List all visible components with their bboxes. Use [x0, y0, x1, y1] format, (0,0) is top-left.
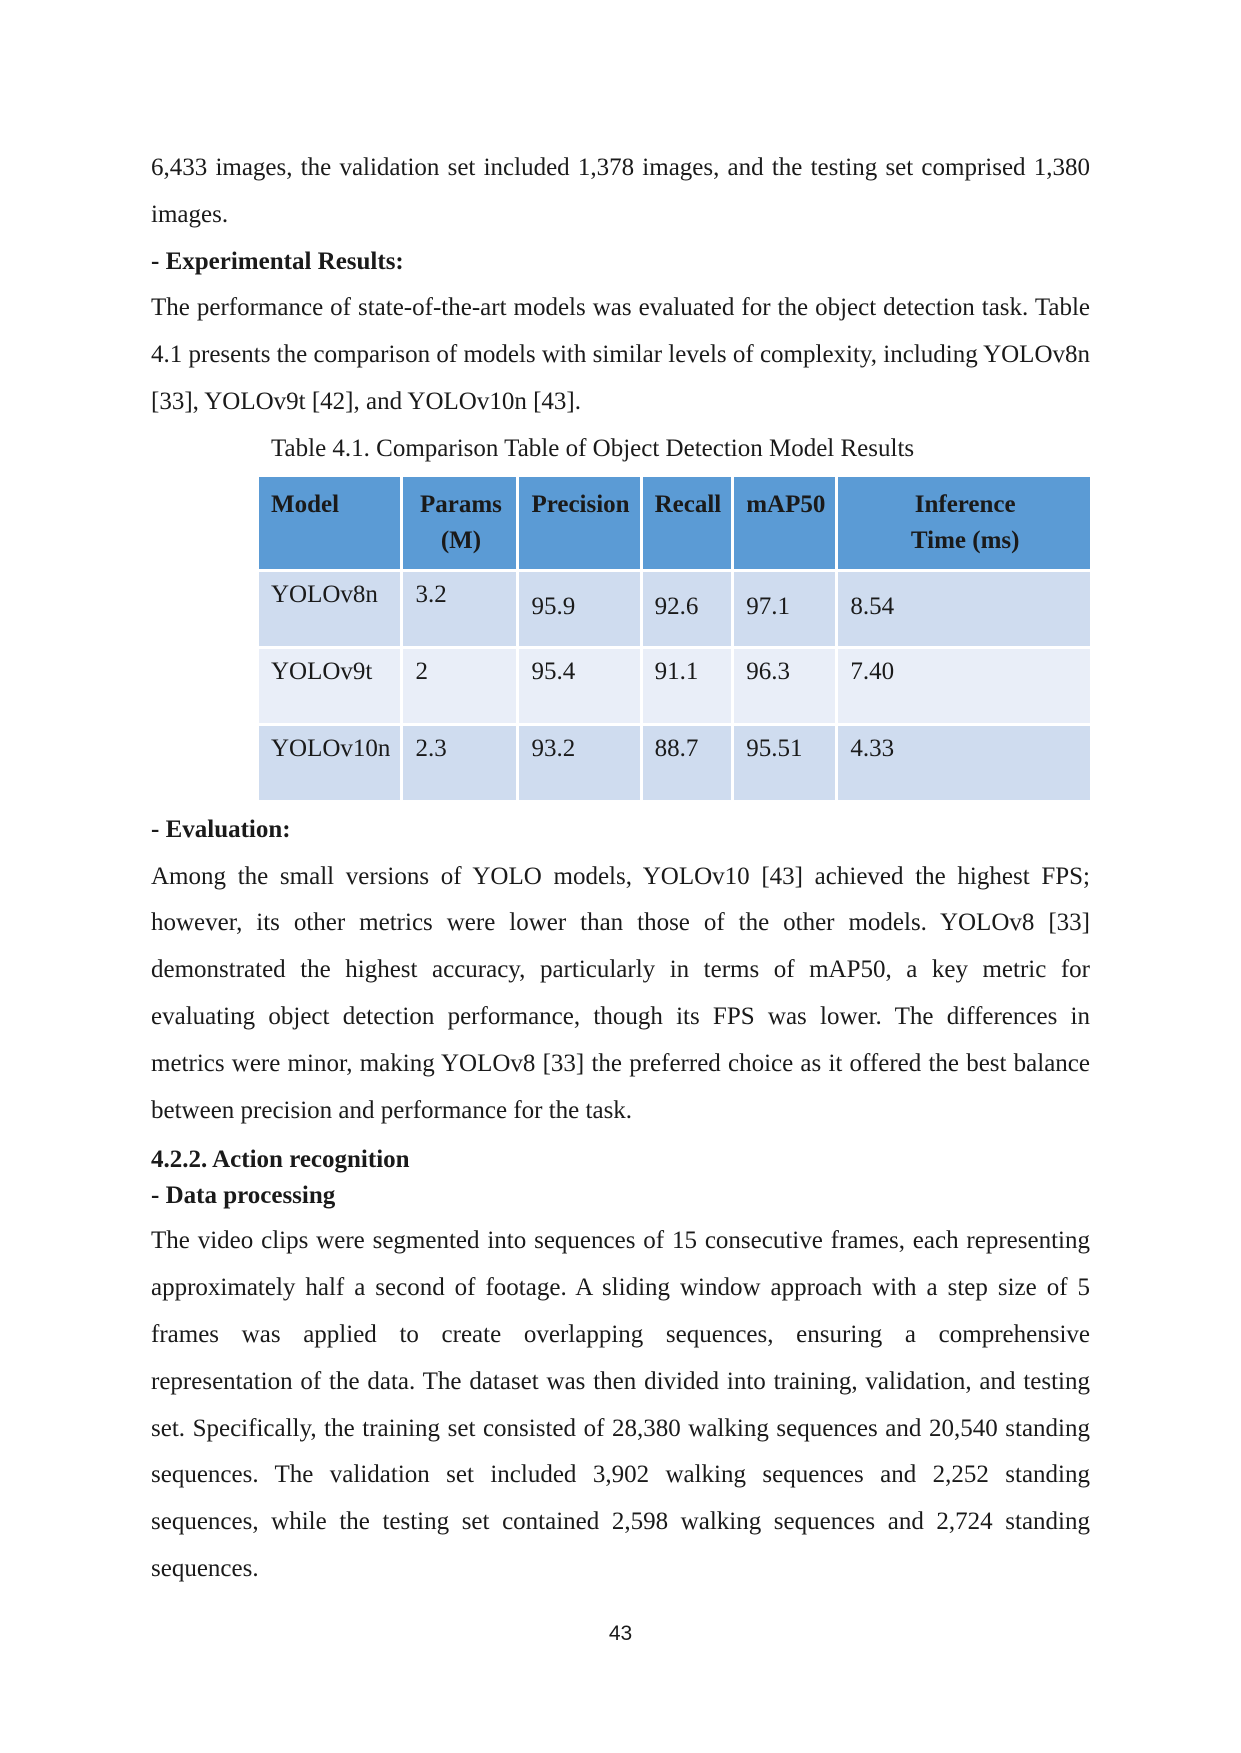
page-content	[151, 145, 1090, 1593]
table-row	[259, 726, 1090, 800]
cell-map50: 95.51	[734, 726, 835, 800]
cell-inference: 4.33	[838, 726, 1090, 800]
table-header-row	[259, 477, 1090, 569]
cell-model: YOLOv9t	[259, 649, 400, 723]
evaluation-paragraph: Among the small versions of YOLO models, YOLOv10 [43] achieved the highest FPS; however, its other metrics were lower than those of the other models. YOLOv8 [33] demonstrated the highest accuracy, particularly in terms of mAP50, a key metric for evaluating object detection performance, though its FPS was lower. The differences in metrics were minor, making YOLOv8 [33] the preferred choice as it offered the best balance between precision and performance for the task.	[151, 862, 1090, 1124]
cell-params: 2.3	[403, 726, 516, 800]
cell-model: YOLOv10n	[259, 726, 400, 800]
header-params: Params (M)	[403, 477, 516, 569]
cell-precision: 95.9	[519, 572, 639, 646]
cell-recall: 88.7	[643, 726, 732, 800]
cell-map50: 97.1	[734, 572, 835, 646]
header-recall: Recall	[643, 477, 732, 569]
cell-precision: 93.2	[519, 726, 639, 800]
section-heading: 4.2.2. Action recognition	[151, 1146, 410, 1174]
cell-map50: 96.3	[734, 649, 835, 723]
experimental-results-heading: - Experimental Results:	[151, 247, 404, 275]
cell-precision: 95.4	[519, 649, 639, 723]
cell-inference: 8.54	[838, 572, 1090, 646]
table-row	[259, 649, 1090, 723]
table-caption: Table 4.1. Comparison Table of Object Detection Model Results	[271, 434, 915, 462]
cell-recall: 91.1	[643, 649, 732, 723]
results-table	[256, 474, 1093, 803]
table-row	[259, 572, 1090, 646]
cell-inference: 7.40	[838, 649, 1090, 723]
data-processing-heading: - Data processing	[151, 1182, 336, 1210]
experimental-results-paragraph: The performance of state-of-the-art models was evaluated for the object detection task. Table 4.1 presents the comparison of models with similar levels of complexity, including YOLOv8n [33], YOLOv9t [42], and YOLOv10n [43].	[151, 294, 1090, 415]
page-number: 43	[608, 1622, 633, 1645]
data-processing-paragraph: The video clips were segmented into sequences of 15 consecutive frames, each representing approximately half a second of footage. A sliding window approach with a step size of 5 frames was applied to create overlapping sequences, ensuring a comprehensive representation of the data. The dataset was then divided into training, validation, and testing set. Specifically, the training set consisted of 28,380 walking sequences and 20,540 standing sequences. The validation set included 3,902 walking sequences and 2,252 standing sequences, while the testing set contained 2,598 walking sequences and 2,724 standing sequences.	[151, 1227, 1090, 1582]
header-precision: Precision	[519, 477, 639, 569]
cell-recall: 92.6	[643, 572, 732, 646]
evaluation-heading: - Evaluation:	[151, 815, 291, 843]
cell-params: 3.2	[403, 572, 516, 646]
header-map50: mAP50	[734, 477, 835, 569]
cell-model: YOLOv8n	[259, 572, 400, 646]
cell-params: 2	[403, 649, 516, 723]
header-model: Model	[259, 477, 400, 569]
header-inference-time: Inference Time (ms)	[838, 477, 1090, 569]
intro-paragraph: 6,433 images, the validation set included 1,378 images, and the testing set comprised 1,380 images.	[151, 154, 1090, 228]
